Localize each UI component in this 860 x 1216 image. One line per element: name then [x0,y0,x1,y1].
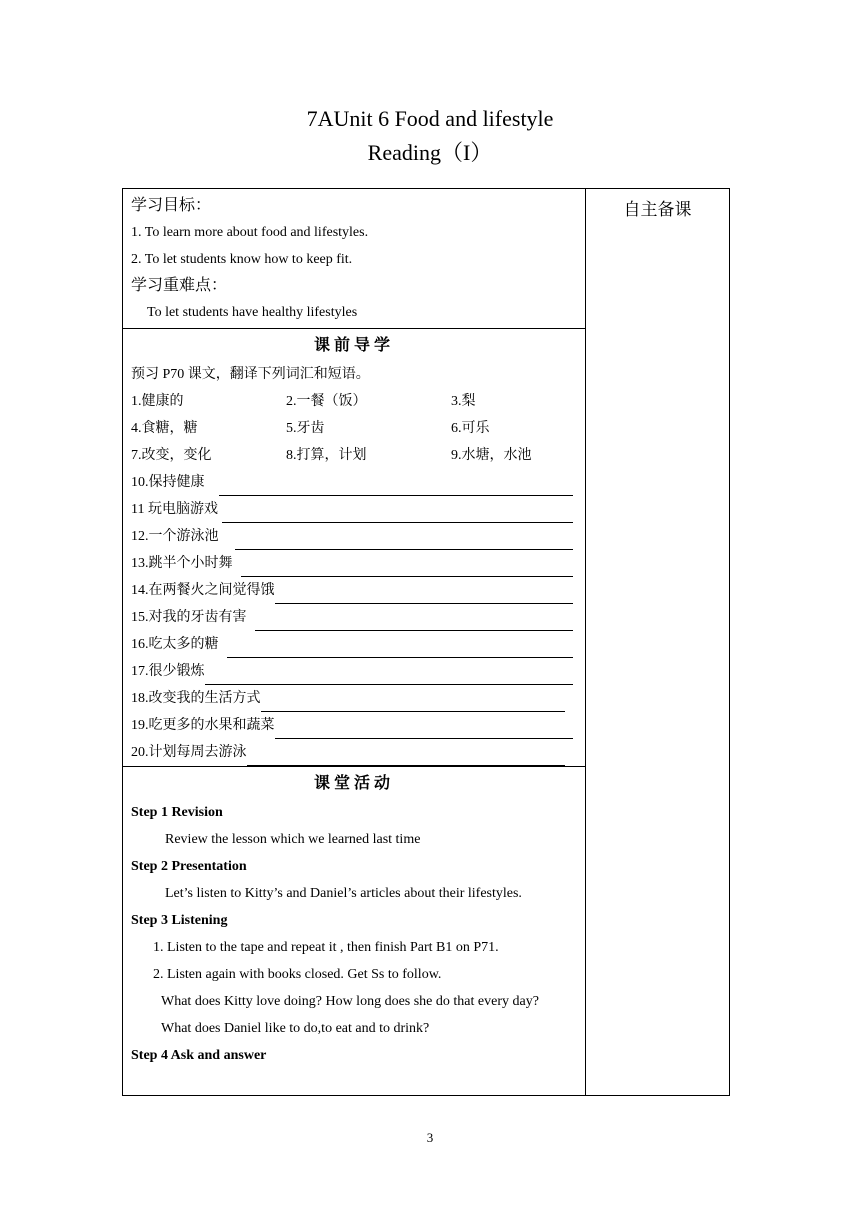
activities-cell [123,767,586,1096]
step-heading: Step 4 Ask and answer [131,1048,267,1063]
question-text: What does Kitty love doing? How long does she do that every day? [161,994,539,1009]
side-note-label: 自主备课 [623,200,692,219]
vocab-row [131,388,577,415]
vocab-item: 6.可乐 [451,421,490,436]
vocab-item: 9.水塘，水池 [451,448,532,463]
step-text: 2. Listen again with books closed. Get Ss to follow. [153,967,442,982]
key-points-heading: 学习重难点： [131,277,228,294]
phrase-row [131,469,577,496]
phrase-row [131,658,577,685]
answer-blank[interactable] [205,666,574,685]
document-title: 7AUnit 6 Food and lifestyle [306,106,554,131]
page-number: 3 [426,1130,434,1145]
phrase-prompt: 12.一个游泳池 [131,529,219,544]
vocab-row [131,415,577,442]
vocab-item: 1.健康的 [131,394,184,409]
phrase-prompt: 16.吃太多的糖 [131,637,219,652]
step-heading: Step 1 Revision [131,805,223,820]
answer-blank[interactable] [261,693,566,712]
answer-blank[interactable] [247,747,566,766]
step-text: 1. Listen to the tape and repeat it , then finish Part B1 on P71. [153,940,499,955]
lesson-table [122,188,730,1096]
step-heading: Step 3 Listening [131,913,228,928]
phrase-prompt: 17.很少锻炼 [131,664,205,679]
phrase-prompt: 11 玩电脑游戏 [131,502,218,517]
vocab-item: 2.一餐（饭） [286,394,367,409]
vocab-row [131,442,577,469]
objective-item: 2. To let students know how to keep fit. [131,252,353,267]
side-note-cell [586,189,730,1096]
phrase-row [131,739,577,766]
phrase-prompt: 19.吃更多的水果和蔬菜 [131,718,275,733]
answer-blank[interactable] [219,477,574,496]
phrase-row [131,604,577,631]
vocab-item: 5.牙齿 [286,421,325,436]
objectives-cell [123,189,586,329]
vocab-item: 4.食糖，糖 [131,421,198,436]
objective-item: 1. To learn more about food and lifestyles. [131,225,369,240]
vocab-item: 8.打算，计划 [286,448,367,463]
vocab-item: 7.改变，变化 [131,448,212,463]
answer-blank[interactable] [275,585,574,604]
phrase-prompt: 20.计划每周去游泳 [131,745,247,760]
document-subtitle: Reading（I） [367,140,493,165]
phrase-row [131,523,577,550]
step-text: Let’s listen to Kitty’s and Daniel’s articles about their lifestyles. [165,886,522,901]
activities-heading: 课堂活动 [313,775,394,792]
step-text: Review the lesson which we learned last time [165,832,421,847]
question-text: What does Daniel like to do,to eat and to drink? [161,1021,430,1036]
preview-intro: 预习 P70 课文，翻译下列词汇和短语。 [131,367,370,382]
answer-blank[interactable] [275,720,574,739]
answer-blank[interactable] [227,639,574,658]
key-points-text: To let students have healthy lifestyles [147,305,358,320]
phrase-prompt: 15.对我的牙齿有害 [131,610,247,625]
answer-blank[interactable] [235,531,574,550]
phrase-row [131,685,577,712]
phrase-row [131,550,577,577]
preview-heading: 课前导学 [313,337,394,354]
answer-blank[interactable] [222,504,573,523]
phrase-prompt: 13.跳半个小时舞 [131,556,233,571]
phrase-prompt: 18.改变我的生活方式 [131,691,261,706]
objectives-heading: 学习目标： [131,197,212,214]
vocab-item: 3.梨 [451,394,476,409]
phrase-row [131,712,577,739]
step-heading: Step 2 Presentation [131,859,247,874]
phrase-row [131,631,577,658]
answer-blank[interactable] [255,612,574,631]
phrase-prompt: 10.保持健康 [131,475,205,490]
phrase-row [131,577,577,604]
phrase-prompt: 14.在两餐火之间觉得饿 [131,583,275,598]
answer-blank[interactable] [241,558,574,577]
phrase-row [131,496,577,523]
preview-cell [123,329,586,767]
